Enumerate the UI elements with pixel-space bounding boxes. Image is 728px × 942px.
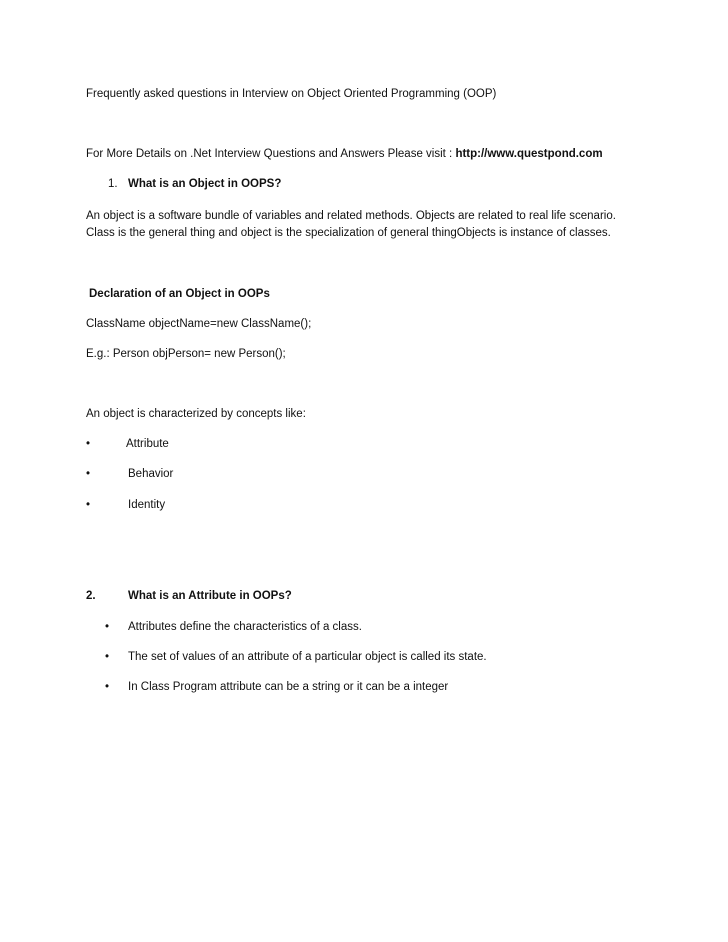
q1-para-line2: Class is the general thing and object is the specialization of general thingObjects is instance of classes. xyxy=(86,227,611,239)
concept-item-label: Attribute xyxy=(126,438,169,450)
bullet-icon: • xyxy=(86,499,91,511)
details-line xyxy=(86,147,603,162)
details-prefix: For More Details on .Net Interview Questions and Answers Please visit : xyxy=(86,148,456,160)
q2-item-label: Attributes define the characteristics of a class. xyxy=(128,621,362,633)
concept-item xyxy=(86,437,169,452)
q2-item-label: In Class Program attribute can be a string or it can be a integer xyxy=(128,681,449,693)
q2-item-label: The set of values of an attribute of a particular object is called its state. xyxy=(128,651,487,663)
declaration-syntax: ClassName objectName=new ClassName(); xyxy=(86,318,312,330)
concept-item-label: Identity xyxy=(128,499,166,511)
q2-item xyxy=(105,650,487,665)
document-title: Frequently asked questions in Interview on Object Oriented Programming (OOP) xyxy=(86,88,497,100)
q2-number: 2. xyxy=(86,590,96,602)
q2-heading-row xyxy=(86,589,292,604)
bullet-icon: • xyxy=(105,621,110,633)
q1-para-line1: An object is a software bundle of variables and related methods. Objects are related to real life scenario. xyxy=(86,210,616,222)
concept-item-label: Behavior xyxy=(128,468,174,480)
q2-item xyxy=(105,620,362,635)
bullet-icon: • xyxy=(86,468,91,480)
concept-item xyxy=(86,467,174,482)
q1-number: 1. xyxy=(108,178,118,190)
concepts-intro: An object is characterized by concepts like: xyxy=(86,408,306,420)
concept-item xyxy=(86,498,166,513)
bullet-icon: • xyxy=(86,438,91,450)
bullet-icon: • xyxy=(105,651,110,663)
q1-heading-row xyxy=(108,177,282,192)
bullet-icon: • xyxy=(105,681,110,693)
q1-heading: What is an Object in OOPS? xyxy=(128,178,282,190)
declaration-example: E.g.: Person objPerson= new Person(); xyxy=(86,348,286,360)
details-url-link[interactable]: http://www.questpond.com xyxy=(455,148,603,160)
declaration-heading: Declaration of an Object in OOPs xyxy=(89,288,270,300)
q2-item xyxy=(105,680,449,695)
q2-heading: What is an Attribute in OOPs? xyxy=(128,590,292,602)
